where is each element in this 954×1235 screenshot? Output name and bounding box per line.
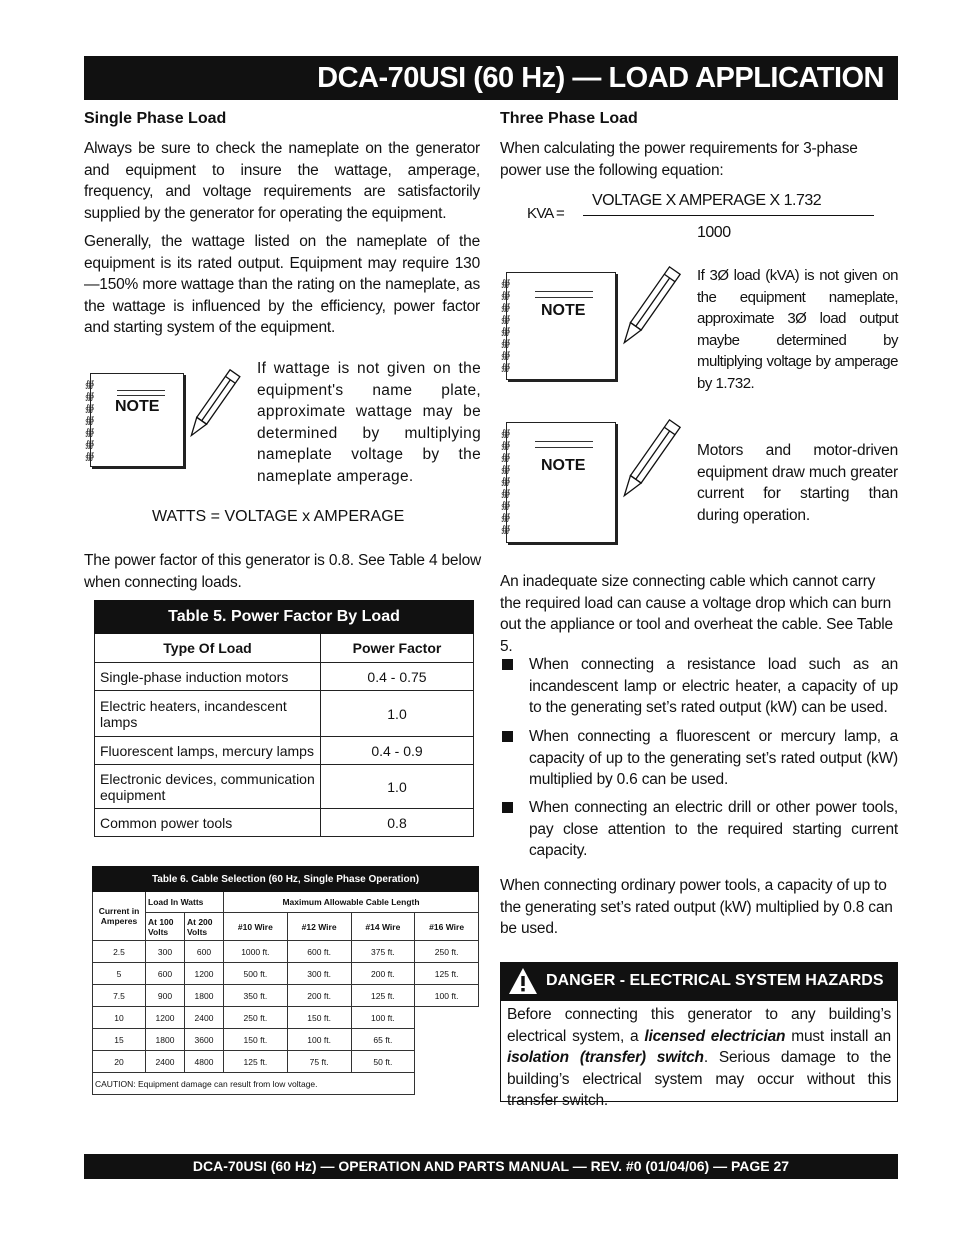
- table5-header-pf: Power Factor: [321, 634, 474, 663]
- table-cell: 100 ft.: [351, 1007, 415, 1029]
- table-cell: 900: [146, 985, 185, 1007]
- table-cell: 1000 ft.: [224, 941, 288, 963]
- table5-header-type: Type Of Load: [95, 634, 321, 663]
- note-pad-icon: [501, 272, 616, 380]
- table-cell: 2.5: [93, 941, 146, 963]
- warning-triangle-icon: [508, 967, 538, 995]
- list-item: [500, 654, 898, 719]
- table6-current-header: Current in Amperes: [93, 892, 146, 941]
- table-cell: 250 ft.: [415, 941, 479, 963]
- table-cell: 125 ft.: [224, 1051, 288, 1073]
- table-row: [93, 1051, 479, 1073]
- table6-load-header: Load In Watts: [146, 892, 224, 913]
- page-footer: DCA-70USI (60 Hz) — OPERATION AND PARTS MANUAL — REV. #0 (01/04/06) — PAGE 27: [84, 1154, 898, 1179]
- table-cell: 2400: [146, 1051, 185, 1073]
- table6-title: Table 6. Cable Selection (60 Hz, Single Phase Operation): [93, 867, 479, 892]
- table-cell: 1200: [146, 1007, 185, 1029]
- table-cell: 300: [146, 941, 185, 963]
- bullet-text: When connecting a resistance load such as an incandescent lamp or electric heater, a capacity of up to the generating set’s rated output (kW) can be used.: [529, 656, 898, 716]
- pencil-icon: [615, 415, 681, 507]
- kva-numerator: VOLTAGE X AMPERAGE X 1.732: [592, 192, 822, 209]
- table-cell: 600: [146, 963, 185, 985]
- table-cell: 3600: [185, 1029, 224, 1051]
- table-cell: Common power tools: [95, 809, 321, 837]
- table-cell: 5: [93, 963, 146, 985]
- bullet-text: When connecting an electric drill or other power tools, pay close attention to the required starting current capacity.: [529, 799, 898, 859]
- table6-sub-header: At 200 Volts: [185, 913, 224, 941]
- note-label: NOTE: [115, 398, 160, 415]
- bullet-square-icon: [502, 802, 513, 813]
- bullet-text: When connecting a fluorescent or mercury lamp, a capacity of up to the generating set’s rated output (kW) multiplied by 0.6 can be used.: [529, 728, 898, 788]
- table-cell: 125 ft.: [351, 985, 415, 1007]
- danger-emphasis: licensed electrician: [644, 1027, 786, 1045]
- table-row: [95, 691, 474, 737]
- three-note2-text: Motors and motor-driven equipment draw much greater current for starting than during operation.: [697, 442, 898, 524]
- table-cell: 1.0: [321, 691, 474, 737]
- table-cell: 600 ft.: [287, 941, 351, 963]
- table6-sub-header: #10 Wire: [224, 913, 288, 941]
- table-cell: 2400: [185, 1007, 224, 1029]
- table-cell: 75 ft.: [287, 1051, 351, 1073]
- danger-body: [500, 1000, 898, 1109]
- table-cell: 100 ft.: [415, 985, 479, 1007]
- note-label: NOTE: [541, 302, 586, 319]
- fraction-line: [583, 215, 874, 216]
- list-item: [500, 726, 898, 791]
- table-row: [93, 941, 479, 963]
- pencil-icon: [615, 262, 681, 354]
- three-phase-para1: When calculating the power requirements for 3-phase power use the following equation:: [500, 140, 858, 179]
- danger-text: must install an: [785, 1027, 891, 1045]
- table6-sub-header: #12 Wire: [287, 913, 351, 941]
- danger-emphasis: isolation (transfer) switch: [507, 1049, 704, 1066]
- table-cell: Single-phase induction motors: [95, 663, 321, 691]
- table-cell: 125 ft.: [415, 963, 479, 985]
- table-row: [95, 809, 474, 837]
- table-row: [93, 963, 479, 985]
- table-cell: 50 ft.: [351, 1051, 415, 1073]
- table6-sub-header: #14 Wire: [351, 913, 415, 941]
- three-phase-heading: Three Phase Load: [500, 110, 638, 127]
- table5-title: Table 5. Power Factor By Load: [95, 601, 474, 634]
- list-item: [500, 797, 898, 862]
- spiral-binding-icon: ∰ ∰ ∰ ∰ ∰ ∰ ∰ ∰ ∰: [501, 428, 511, 534]
- table-cell: [415, 1029, 479, 1051]
- table-cell: 1800: [146, 1029, 185, 1051]
- danger-text: . Serious damage to the building’s electrical system may occur without this transfer switch.: [507, 1049, 891, 1109]
- table-cell: 250 ft.: [224, 1007, 288, 1029]
- table-cell: 150 ft.: [287, 1007, 351, 1029]
- table-cell: 1.0: [321, 765, 474, 809]
- table6-length-header: Maximum Allowable Cable Length: [224, 892, 479, 913]
- single-phase-heading: Single Phase Load: [84, 110, 227, 127]
- table-row: [93, 985, 479, 1007]
- note-label: NOTE: [541, 457, 586, 474]
- table-cell: 15: [93, 1029, 146, 1051]
- table-cell: 1800: [185, 985, 224, 1007]
- table-cell: [415, 1007, 479, 1029]
- watts-formula: WATTS = VOLTAGE x AMPERAGE: [152, 508, 405, 525]
- power-factor-table: [94, 600, 474, 837]
- table-cell: 375 ft.: [351, 941, 415, 963]
- three-note1-text: If 3Ø load (kVA) is not given on the equipment nameplate, approximate 3Ø load output maybe determined by multiplying voltage by amperage by 1.732.: [697, 267, 898, 392]
- single-phase-para1: Always be sure to check the nameplate on the generator and equipment to insure the wattage, amperage, frequency, and voltage requirements are satisfactorily supplied by the generator for operating the equipment.: [84, 140, 480, 222]
- table-cell: 0.4 - 0.75: [321, 663, 474, 691]
- bullet-square-icon: [502, 659, 513, 670]
- table-cell: 600: [185, 941, 224, 963]
- note-pad-icon: [85, 373, 184, 467]
- pencil-icon: [182, 366, 242, 446]
- table6-caution: CAUTION: Equipment damage can result from low voltage.: [93, 1073, 415, 1095]
- danger-title: DANGER - ELECTRICAL SYSTEM HAZARDS: [546, 972, 884, 989]
- cable-selection-table: [92, 866, 479, 1095]
- single-note-text: If wattage is not given on the equipment's name plate, approximate wattage may be determined by multiplying nameplate voltage by the nameplate amperage.: [257, 360, 481, 485]
- table-cell: 7.5: [93, 985, 146, 1007]
- single-phase-para2: Generally, the wattage listed on the nameplate of the equipment is its rated output. Equipment may require 130—150% more wattage than the rating on the nameplate, as the wattage is influenced by the efficiency, power factor and starting system of the equipment.: [84, 233, 480, 336]
- table-row: [95, 737, 474, 765]
- table6-sub-header: #16 Wire: [415, 913, 479, 941]
- danger-text: Before connecting this generator to any building’s electrical system, a: [507, 1006, 891, 1045]
- table-cell: 4800: [185, 1051, 224, 1073]
- spiral-binding-icon: ∰ ∰ ∰ ∰ ∰ ∰ ∰: [85, 379, 95, 461]
- table-cell: [415, 1051, 479, 1073]
- page-title: DCA-70USI (60 Hz) — LOAD APPLICATION: [84, 56, 898, 100]
- table-row: [93, 1029, 479, 1051]
- note-pad-icon: [501, 422, 616, 543]
- table-cell: Fluorescent lamps, mercury lamps: [95, 737, 321, 765]
- table-cell: 1200: [185, 963, 224, 985]
- spiral-binding-icon: ∰ ∰ ∰ ∰ ∰ ∰ ∰ ∰: [501, 278, 511, 372]
- table-cell: 200 ft.: [351, 963, 415, 985]
- single-phase-para3: The power factor of this generator is 0.8. See Table 4 below when connecting loads.: [84, 552, 481, 591]
- bullet-square-icon: [502, 731, 513, 742]
- kva-denominator: 1000: [697, 224, 731, 241]
- table-cell: 500 ft.: [224, 963, 288, 985]
- table6-sub-header: At 100 Volts: [146, 913, 185, 941]
- table-row: [95, 663, 474, 691]
- table-cell: 150 ft.: [224, 1029, 288, 1051]
- table-cell: 20: [93, 1051, 146, 1073]
- table-cell: 100 ft.: [287, 1029, 351, 1051]
- table-row: [95, 765, 474, 809]
- table-cell: Electric heaters, incandescent lamps: [95, 691, 321, 737]
- table-cell: 0.4 - 0.9: [321, 737, 474, 765]
- danger-header: [500, 962, 898, 1000]
- three-phase-para2: An inadequate size connecting cable which cannot carry the required load can cause a voltage drop which can burn out the appliance or tool and overheat the cable. See Table 5.: [500, 573, 893, 655]
- kva-label: KVA =: [527, 205, 565, 222]
- table-cell: Electronic devices, communication equipment: [95, 765, 321, 809]
- table-cell: 0.8: [321, 809, 474, 837]
- table-row: [93, 1007, 479, 1029]
- table-cell: 10: [93, 1007, 146, 1029]
- table-cell: 350 ft.: [224, 985, 288, 1007]
- table-cell: 200 ft.: [287, 985, 351, 1007]
- three-phase-para3: When connecting ordinary power tools, a capacity of up to the generating set’s rated output (kW) multiplied by 0.8 can be used.: [500, 877, 893, 937]
- table-cell: 300 ft.: [287, 963, 351, 985]
- table-cell: 65 ft.: [351, 1029, 415, 1051]
